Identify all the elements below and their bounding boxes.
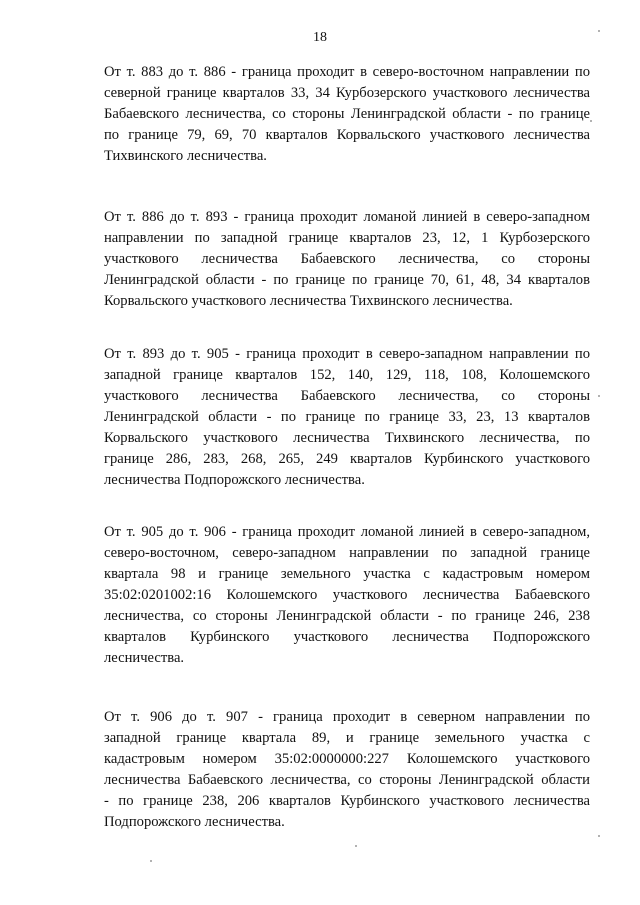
text-line: по границе 79, 69, 70 кварталов Корвальского участкового лесничества — [104, 127, 590, 143]
scan-speck — [590, 120, 592, 122]
text-line: Тихвинского лесничества. — [104, 148, 267, 164]
page-number: 18 — [313, 30, 327, 45]
text-line: лесничества. — [104, 650, 185, 666]
text-line: кадастровым номером 35:02:0000000:227 Колошемского участкового — [104, 751, 590, 767]
scan-speck — [598, 835, 600, 837]
text-line: северной границе кварталов 33, 34 Курбозерского участкового лесничества — [104, 85, 590, 101]
text-line: западной границе квартала 89, и границе земельного участка с — [104, 730, 590, 746]
text-line: Корвальского участкового лесничества Тихвинского лесничества, по — [104, 430, 590, 446]
text-line: - по границе 238, 206 кварталов Курбинского участкового лесничества — [104, 793, 590, 809]
text-line: лесничества, со стороны Ленинградской области - по границе 246, 238 — [104, 608, 590, 624]
text-line: границе 286, 283, 268, 265, 249 кварталов Курбинского участкового — [104, 451, 590, 467]
text-line: От т. 883 до т. 886 - граница проходит в северо-восточном направлении по — [104, 64, 590, 80]
scan-speck — [598, 395, 600, 397]
scan-speck — [598, 30, 600, 32]
text-line: квартала 98 и границе земельного участка с кадастровым номером — [104, 566, 590, 582]
text-line: От т. 886 до т. 893 - граница проходит ломаной линией в северо-западном — [104, 209, 590, 225]
text-line: Подпорожского лесничества. — [104, 814, 285, 830]
text-line: участкового лесничества Бабаевского лесничества, со стороны — [104, 251, 590, 267]
text-line: От т. 893 до т. 905 - граница проходит в северо-западном направлении по — [104, 346, 590, 362]
paragraph-886-893 — [104, 207, 590, 312]
text-line: направлении по западной границе кварталов 23, 12, 1 Курбозерского — [104, 230, 590, 246]
paragraph-893-905 — [104, 344, 590, 491]
paragraph-906-907 — [104, 707, 590, 833]
text-line: 35:02:0201002:16 Колошемского участкового лесничества Бабаевского — [104, 587, 590, 603]
text-line: лесничества Подпорожского лесничества. — [104, 472, 365, 488]
text-line: западной границе кварталов 152, 140, 129, 118, 108, Колошемского — [104, 367, 590, 383]
scan-speck — [150, 860, 152, 862]
text-line: северо-восточном, северо-западном направлении по западной границе — [104, 545, 590, 561]
text-line: Ленинградской области - по границе по границе 33, 23, 13 кварталов — [104, 409, 590, 425]
text-line: Корвальского участкового лесничества Тихвинского лесничества. — [104, 293, 513, 309]
text-line: лесничества Бабаевского лесничества, со стороны Ленинградской области — [104, 772, 590, 788]
paragraph-883-886 — [104, 62, 590, 167]
text-line: кварталов Курбинского участкового лесничества Подпорожского — [104, 629, 590, 645]
scan-speck — [355, 845, 357, 847]
text-line: Бабаевского лесничества, со стороны Ленинградской области - по границе — [104, 106, 590, 122]
text-line: От т. 905 до т. 906 - граница проходит ломаной линией в северо-западном, — [104, 524, 590, 540]
text-line: От т. 906 до т. 907 - граница проходит в северном направлении по — [104, 709, 590, 725]
text-line: участкового лесничества Бабаевского лесничества, со стороны — [104, 388, 590, 404]
paragraph-905-906 — [104, 522, 590, 669]
text-line: Ленинградской области - по границе по границе 70, 61, 48, 34 кварталов — [104, 272, 590, 288]
